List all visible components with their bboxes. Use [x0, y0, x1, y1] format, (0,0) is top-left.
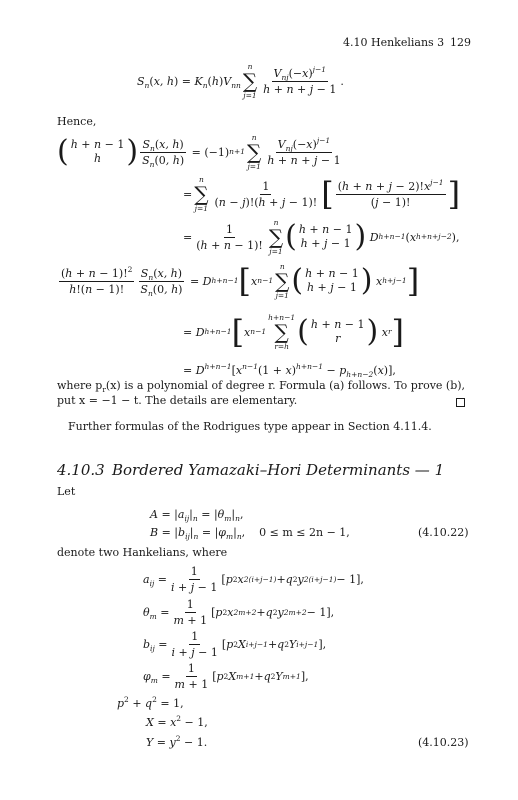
hence-text: Hence,	[57, 115, 97, 128]
paragraph-put-x: put x = −1 − t. The details are elementary.	[57, 394, 298, 407]
equation-number-22: (4.10.22)	[418, 526, 469, 539]
range-m: 0 ≤ m ≤ 2n − 1,	[259, 526, 350, 539]
qed-box	[456, 398, 465, 407]
section-title: Bordered Yamazaki–Hori Determinants — 1	[112, 461, 445, 479]
definition-pq: $p^2 + q^2 = 1$,	[117, 695, 184, 710]
paragraph-where: where $p_r(x)$ is a polynomial of degree r. Formula (a) follows. To prove (b),	[57, 379, 466, 394]
page-number: 129	[450, 36, 471, 49]
definition-bij: $b_{ij}$ = $\frac{1}{i + j - 1}$ [ p 2 X i+j−1 + q 2 Y i+j−1 ],	[143, 630, 327, 659]
derivation-line-2: = n ∑ j=1 $\frac{1}{(n - j)!(h + j - 1)!}$ [ $\frac{(h + n + j - 2)!x^{j-1}}{(j - 1)!}$ ]	[183, 175, 461, 213]
derivation-line-6: = $D^{h+n-1}[x^{n-1}(1 + x)^{h+n-1} - p_{h+n-2}(x)]$,	[183, 362, 396, 379]
definition-x: $X = x^2 - 1$,	[146, 714, 208, 729]
definition-theta: $\theta_m$ = $\frac{1}{m + 1}$ [ p 2 x 2m+2 + q 2 y 2m+2 − 1],	[143, 598, 335, 627]
running-header: 4.10 Henkelians 3	[343, 36, 445, 49]
definition-y: $Y = y^2 - 1$.	[146, 734, 208, 749]
derivation-line-5: = D h+n−1 [ x n−1 h+n−1 ∑ r=h ( h + n − 1 r ) x r ]	[183, 313, 405, 351]
equation-number-23: (4.10.23)	[418, 736, 469, 749]
denote-text: denote two Hankelians, where	[57, 546, 228, 559]
section-number: 4.10.3	[57, 461, 105, 479]
let-text: Let	[57, 485, 76, 498]
definition-aij: $a_{ij}$ = $\frac{1}{i + j - 1}$ [ p 2 x 2(i+j−1) + q 2 y 2(i+j−1) − 1],	[143, 565, 364, 594]
derivation-line-1: ( h + n − 1 h ) $\frac{S_n(x, h)}{S_n(0, h)}$ = (−1) n+1 n ∑ j=1 $\frac{V_{nj}(-x)^{j-1}}{h + n + j - 1}$	[57, 133, 341, 171]
derivation-line-3: = $\frac{1}{(h + n - 1)!}$ n ∑ j=1 ( h + n − 1 h + j − 1 ) D h+n−1 ( x h+n+j−2 ),	[183, 218, 460, 256]
equation-sn: $S_n$ ( x, h ) = $K_n$ ( h ) $V_{nn}$ n ∑ j=1 $\frac{V_{nj}(-x)^{j-1}}{h + n + j - 1}$ .	[137, 62, 344, 100]
definition-a: $A = |a_{ij}|_n = |\theta_m|_n$,	[150, 508, 244, 523]
paragraph-further: Further formulas of the Rodrigues type appear in Section 4.11.4.	[68, 420, 432, 433]
definition-b: $B = |b_{ij}|_n = |\varphi_m|_n$, 0 ≤ m ≤ 2n − 1,	[150, 526, 350, 541]
derivation-line-4: $\frac{(h + n - 1)!^2}{h!(n - 1)!}$ $\frac{S_n(x, h)}{S_n(0, h)}$ = D h+n−1 [ x n−1 n ∑ j=1 ( h + n − 1 h + j − 1 ) x h+j−1 ]	[61, 262, 420, 300]
definition-phi: $\varphi_m$ = $\frac{1}{m + 1}$ [ p 2 X m+1 + q 2 Y m+1 ],	[143, 662, 309, 691]
